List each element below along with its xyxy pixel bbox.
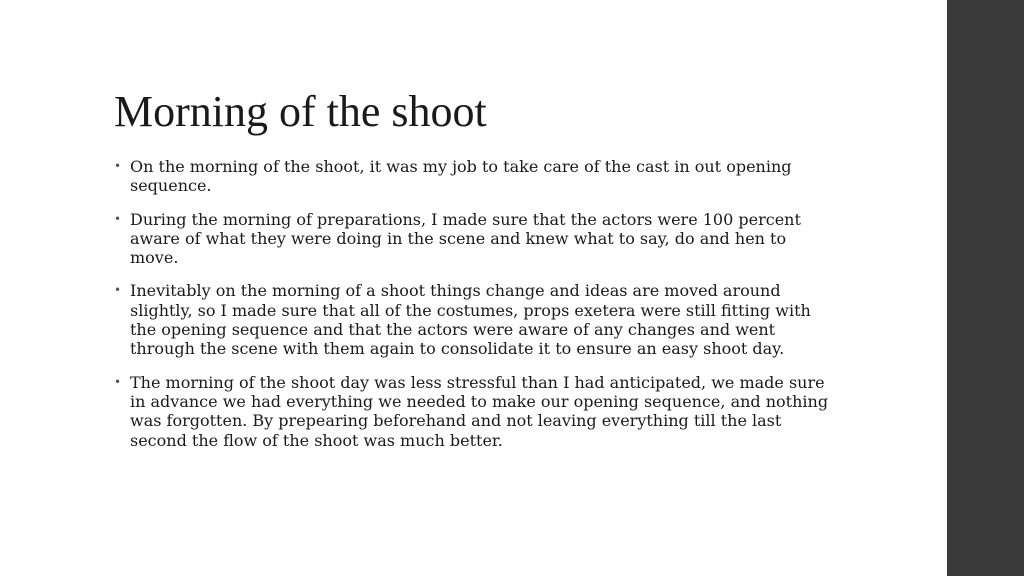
bullet-item	[114, 373, 832, 450]
bullet-item	[114, 281, 832, 358]
bullet-text: On the morning of the shoot, it was my job to take care of the cast in out opening sequence.	[130, 157, 792, 196]
bullet-icon: •	[114, 159, 122, 173]
bullet-icon: •	[114, 283, 122, 298]
side-accent-bar	[947, 0, 1024, 576]
bullet-list	[114, 157, 832, 464]
bullet-icon: •	[114, 211, 122, 226]
bullet-text: Inevitably on the morning of a shoot things change and ideas are moved around slightly, so I made sure that all of the costumes, props exetera were still fitting with the opening sequence and that the actors were aware of any changes and went through the scene with them again to consolidate it to ensure an easy shoot day.	[130, 281, 811, 359]
slide-title: Morning of the shoot	[114, 87, 487, 136]
bullet-text: The morning of the shoot day was less stressful than I had anticipated, we made sure in advance we had everything we needed to make our opening sequence, and nothing was forgotten. By prepearing beforehand and not leaving everything till the last second the flow of the shoot was much better.	[130, 372, 829, 450]
bullet-text: During the morning of preparations, I made sure that the actors were 100 percent aware of what they were doing in the scene and knew what to say, do and hen to move.	[130, 209, 801, 268]
bullet-item	[114, 157, 832, 196]
bullet-item	[114, 210, 832, 268]
bullet-icon: •	[114, 374, 122, 389]
